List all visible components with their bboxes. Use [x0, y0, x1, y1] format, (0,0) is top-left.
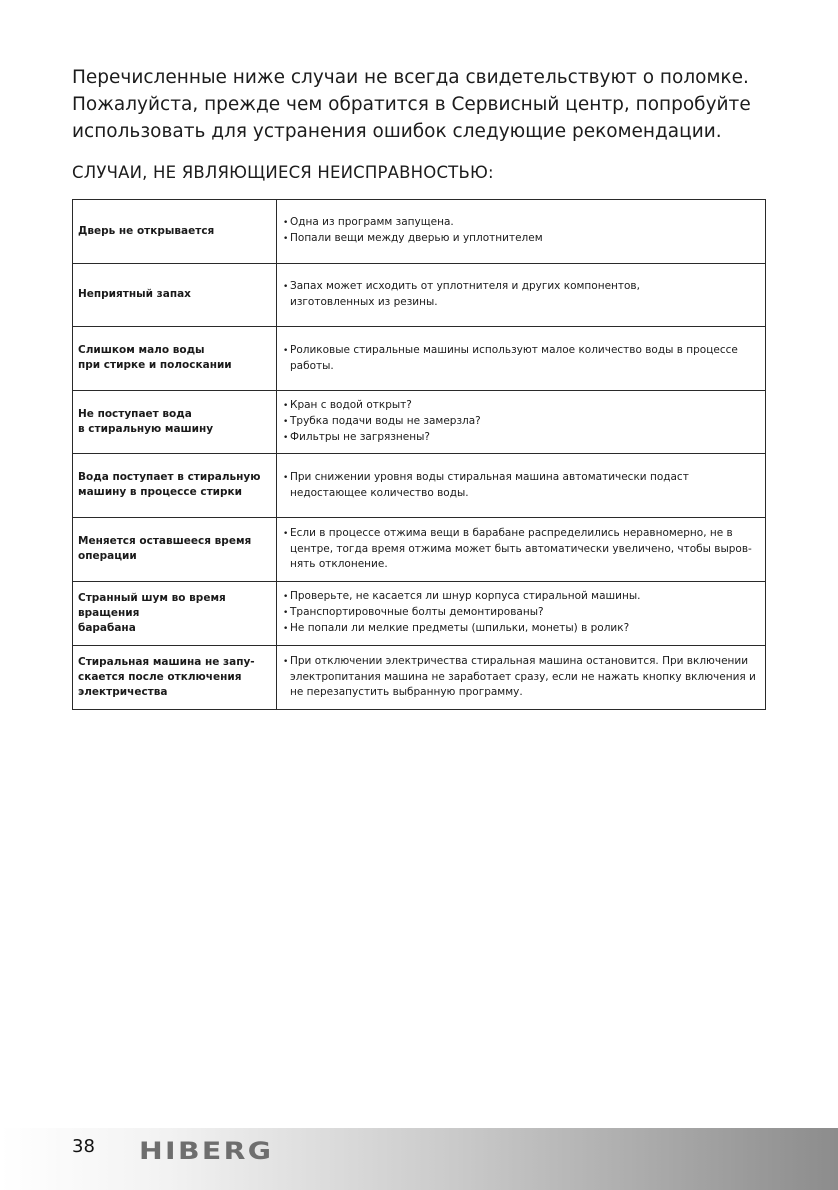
problem-line: Дверь не открывается — [78, 224, 215, 237]
solution-cell — [277, 327, 766, 391]
solution-item: • Транспортировочные болты демонтированы? — [283, 605, 759, 621]
problem-cell — [73, 454, 277, 518]
solution-cell — [277, 263, 766, 327]
solution-cell — [277, 200, 766, 264]
problem-cell — [73, 390, 277, 454]
solution-item: • Попали вещи между дверью и уплотнителем — [283, 231, 759, 247]
solution-item: • Если в процессе отжима вещи в барабане распределились неравномерно, не в центре, тогда время отжима может быть автоматически увеличено, чтобы выров- нять отклонение. — [283, 526, 759, 572]
solution-cell — [277, 645, 766, 710]
table-row — [73, 200, 766, 264]
solution-item: • Не попали ли мелкие предметы (шпильки, монеты) в ролик? — [283, 621, 759, 637]
problem-line: операции — [78, 550, 137, 563]
problem-line: электричества — [78, 685, 168, 698]
brand-logo: HIBERG — [139, 1137, 274, 1165]
section-title: СЛУЧАИ, НЕ ЯВЛЯЮЩИЕСЯ НЕИСПРАВНОСТЬЮ: — [72, 163, 494, 182]
solution-cell — [277, 390, 766, 454]
solution-cell — [277, 517, 766, 582]
intro-line: Перечисленные ниже случаи не всегда свидетельствуют о поломке. — [72, 67, 749, 88]
table-row — [73, 327, 766, 391]
problem-line: Слишком мало воды — [78, 344, 205, 357]
table-row — [73, 517, 766, 582]
intro-line: использовать для устранения ошибок следующие рекомендации. — [72, 121, 722, 142]
solution-cell — [277, 454, 766, 518]
problem-line: при стирке и полоскании — [78, 359, 232, 372]
table-row — [73, 645, 766, 710]
solution-item: • При снижении уровня воды стиральная машина автоматически подаст недостающее количество воды. — [283, 470, 759, 501]
problem-cell — [73, 327, 277, 391]
problem-line: скается после отключения — [78, 670, 242, 683]
problem-line: барабана — [78, 621, 136, 634]
problem-cell — [73, 517, 277, 582]
troubleshooting-table — [72, 199, 766, 710]
solution-item: • Проверьте, не касается ли шнур корпуса стиральной машины. — [283, 589, 759, 605]
problem-line: Вода поступает в стиральную — [78, 471, 261, 484]
solution-item: • При отключении электричества стиральная машина остановится. При включении электропитания машина не заработает сразу, если не нажать кнопку включения и не перезапустить выбранную программу. — [283, 654, 759, 700]
problem-cell — [73, 263, 277, 327]
solution-item: • Кран с водой открыт? — [283, 398, 759, 414]
problem-line: Странный шум во время вращения — [78, 591, 226, 619]
solution-item: • Одна из программ запущена. — [283, 215, 759, 231]
table-row — [73, 454, 766, 518]
solution-item: • Запах может исходить от уплотнителя и других компонентов, изготовленных из резины. — [283, 279, 759, 310]
page-number: 38 — [72, 1136, 95, 1157]
problem-cell — [73, 582, 277, 646]
footer-bar — [0, 1128, 838, 1190]
solution-item: • Трубка подачи воды не замерзла? — [283, 414, 759, 430]
solution-cell — [277, 582, 766, 646]
solution-item: • Роликовые стиральные машины используют малое количество воды в процессе работы. — [283, 343, 759, 374]
problem-line: Неприятный запах — [78, 288, 191, 301]
problem-line: в стиральную машину — [78, 422, 214, 435]
problem-cell — [73, 645, 277, 710]
table-row — [73, 390, 766, 454]
problem-line: Меняется оставшееся время — [78, 535, 252, 548]
problem-line: Стиральная машина не запу- — [78, 655, 255, 668]
intro-line: Пожалуйста, прежде чем обратится в Сервисный центр, попробуйте — [72, 94, 751, 115]
problem-line: машину в процессе стирки — [78, 486, 243, 499]
problem-cell — [73, 200, 277, 264]
problem-line: Не поступает вода — [78, 407, 192, 420]
intro-paragraph — [72, 64, 772, 145]
solution-item: • Фильтры не загрязнены? — [283, 430, 759, 446]
table-row — [73, 263, 766, 327]
table-row — [73, 582, 766, 646]
